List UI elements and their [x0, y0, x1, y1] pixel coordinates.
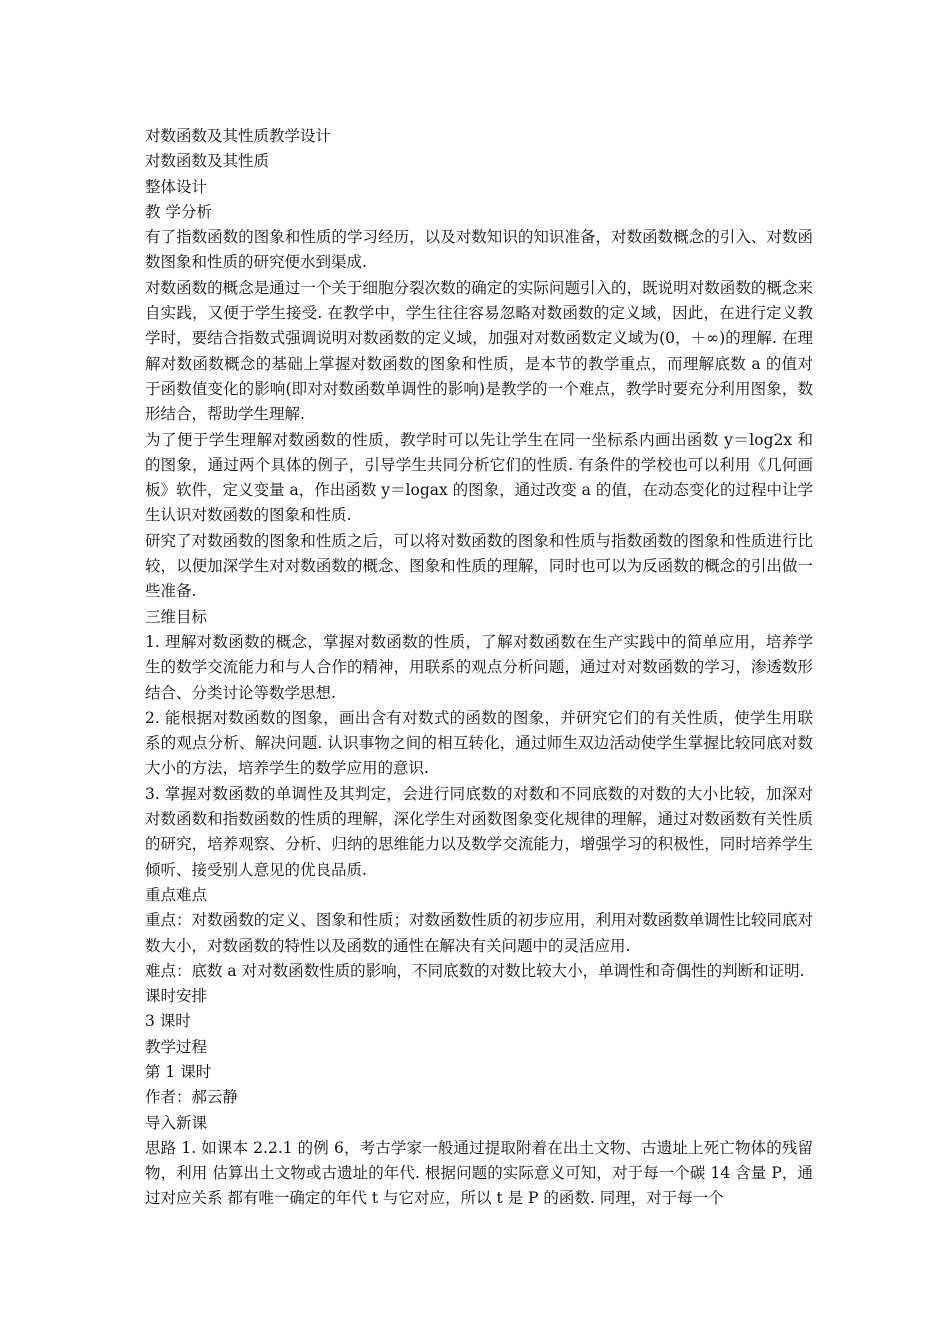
paragraph-graph-teaching: 为了便于学生理解对数函数的性质，教学时可以先让学生在同一坐标系内画出函数 y＝log2x 和 的图象，通过两个具体的例子，引导学生共同分析它们的性质. 有条件的学校也可以利用《几何画板》软件，定义变量 a，作出函数 y＝logax 的图象，通过改变 a 的值，在动态变化的过程中让学生认识对数函数的图象和性质. [145, 430, 813, 525]
paragraph-approach-1: 思路 1. 如课本 2.2.1 的例 6，考古学家一般通过提取附着在出土文物、古遗址上死亡物体的残留物，利用 估算出土文物或古遗址的年代. 根据问题的实际意义可知，对于每一个碳 14 含量 P，通过对应关系 都有唯一确定的年代 t 与它对应，所以 t 是 P 的函数. 同理，对于每一个 [145, 1138, 813, 1208]
heading-teaching-analysis: 教 学分析 [145, 202, 212, 221]
goal-item-2: 2. 能根据对数函数的图象，画出含有对数式的函数的图象，并研究它们的有关性质，使学生用联系的观点分析、解决问题. 认识事物之间的相互转化，通过师生双边活动使学生掌握比较同底对数大小的方法，培养学生的数学应用的意识. [145, 708, 813, 778]
paragraph-intro: 有了指数函数的图象和性质的学习经历，以及对数知识的知识准备，对数函数概念的引入、对数函数图象和性质的研究便水到渠成. [145, 228, 813, 272]
schedule-value: 3 课时 [145, 1012, 191, 1031]
heading-introduction: 导入新课 [145, 1113, 208, 1132]
goal-item-1: 1. 理解对数函数的概念，掌握对数函数的性质，了解对数函数在生产实践中的简单应用，培养学生的数学交流能力和与人合作的精神，用联系的观点分析问题，通过对对数函数的学习，渗透数形结合、分类讨论等数学思想. [145, 632, 813, 702]
paragraph-comparison: 研究了对数函数的图象和性质之后，可以将对数函数的图象和性质与指数函数的图象和性质进行比较，以便加深学生对对数函数的概念、图象和性质的理解，同时也可以为反函数的概念的引出做一些准备. [145, 531, 813, 601]
heading-schedule: 课时安排 [145, 987, 208, 1006]
heading-goals: 三维目标 [145, 607, 208, 626]
document-body [145, 124, 813, 1212]
document-title: 对数函数及其性质教学设计 [145, 127, 332, 145]
lesson-title: 第 1 课时 [145, 1062, 212, 1081]
section-title: 对数函数及其性质 [145, 152, 270, 171]
author-line: 作者：郝云静 [145, 1088, 239, 1107]
heading-key-points: 重点难点 [145, 885, 208, 904]
heading-process: 教学过程 [145, 1037, 208, 1056]
heading-overall-design: 整体设计 [145, 177, 208, 196]
paragraph-key-points: 重点：对数函数的定义、图象和性质；对数函数性质的初步应用，利用对数函数单调性比较同底对数大小，对数函数的特性以及函数的通性在解决有关问题中的灵活应用. [145, 911, 813, 955]
goal-item-3: 3. 掌握对数函数的单调性及其判定，会进行同底数的对数和不同底数的对数的大小比较，加深对对数函数和指数函数的性质的理解，深化学生对函数图象变化规律的理解，通过对数函数有关性质的研究，培养观察、分析、归纳的思维能力以及数学交流能力，增强学习的积极性，同时培养学生倾听、接受别人意见的优良品质. [145, 784, 813, 879]
paragraph-difficulties: 难点：底数 a 对对数函数性质的影响，不同底数的对数比较大小，单调性和奇偶性的判断和证明. [145, 961, 805, 980]
paragraph-concept: 对数函数的概念是通过一个关于细胞分裂次数的确定的实际问题引入的，既说明对数函数的概念来自实践，又便于学生接受. 在教学中，学生往往容易忽略对数函数的定义域，因此，在进行定义教学时，要结合指数式强调说明对数函数的定义域，加强对对数函数定义域为(0，＋∞)的理解. 在理解对数函数概念的基础上掌握对数函数的图象和性质，是本节的教学重点，而理解底数 a 的值对于函数值变化的影响(即对对数函数单调性的影响)是教学的一个难点，教学时要充分利用图象，数形结合，帮助学生理解. [145, 278, 813, 424]
